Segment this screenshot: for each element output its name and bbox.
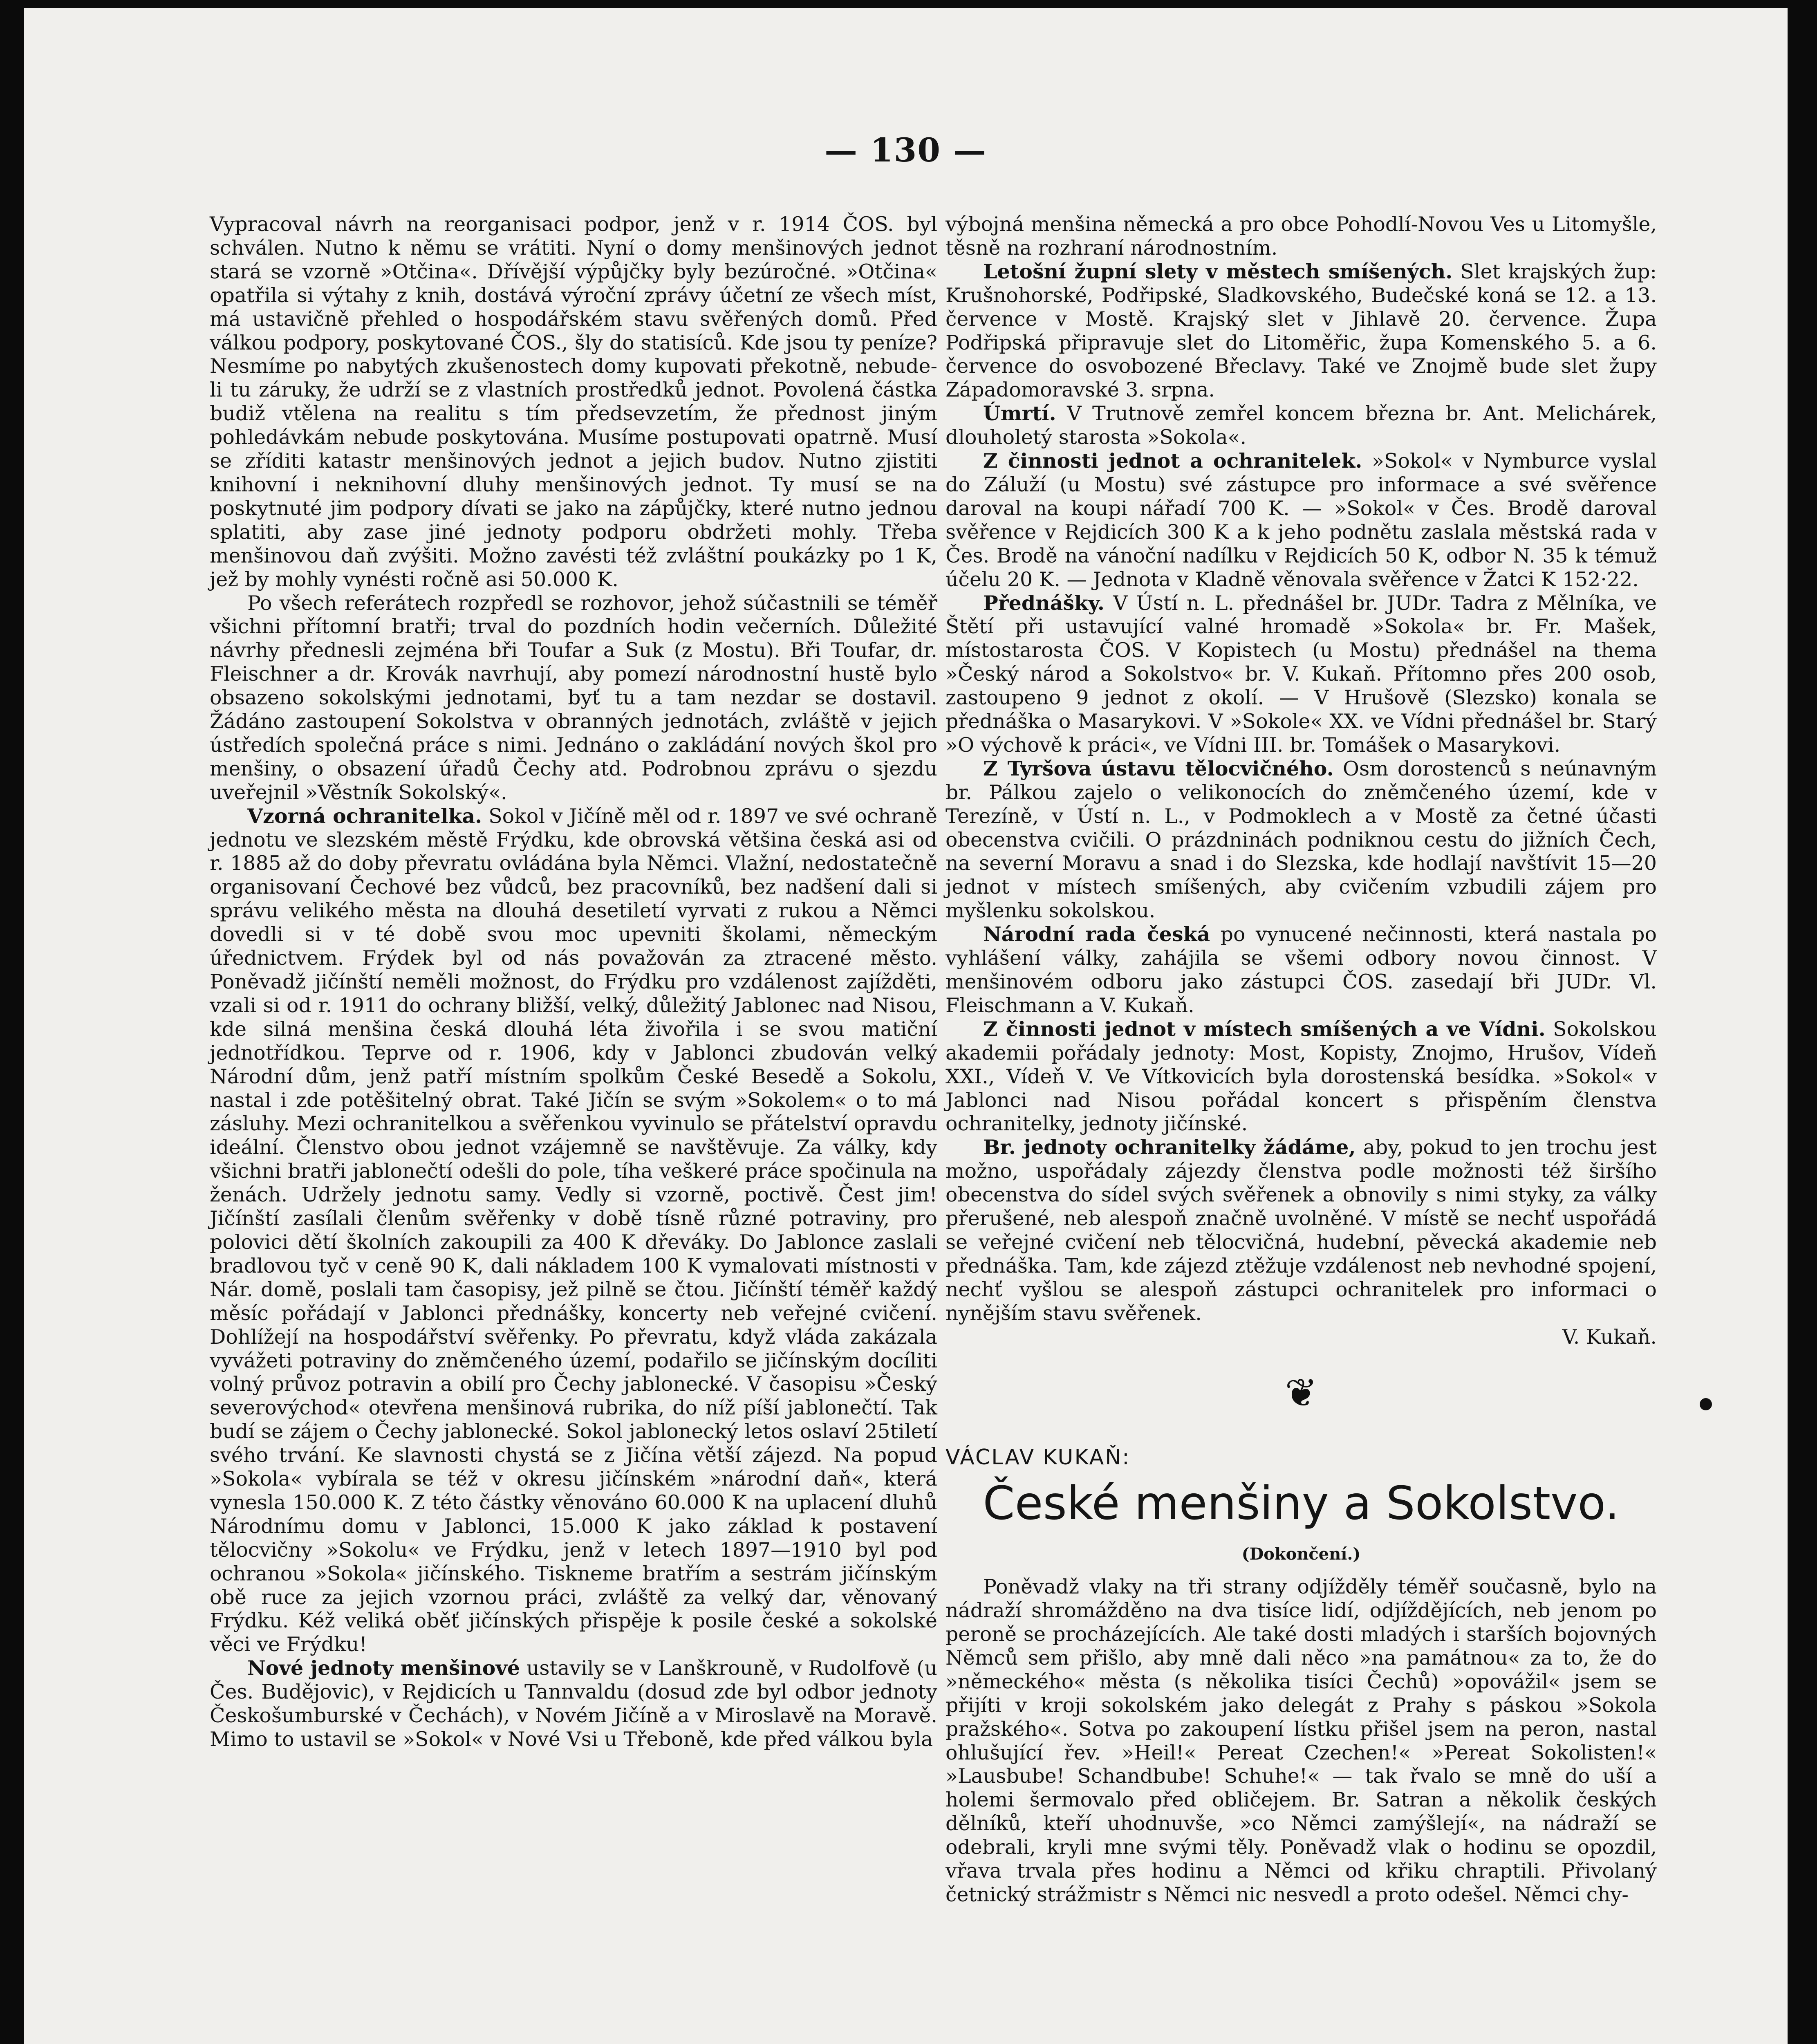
text-nove-jednoty: ustavily se v Lanškrouně, v Rudolfově (u Čes. Budějovic), v Rejdicích u Tannvaldu (dosud zde byl odbor jednoty Českošumburské v Čechách), v Novém Jičíně a v Miroslavě na Moravě. Mimo to ustavil se »Sokol« v Nové Vsi u Třeboně, kde před válkou byla — [210, 1656, 937, 1751]
margin-dot-mark — [1700, 1398, 1712, 1410]
paragraph-continuation: výbojná menšina německá a pro obce Pohodlí-Novou Ves u Litomyšle, těsně na rozhraní národnostním. — [945, 213, 1657, 260]
text-tyrsuv-ustav: Osm dorostenců s neúnavným br. Pálkou zajelo o velikonocích do zněmčeného území, kde v Terezíně, v Ústí n. L., v Podmoklech a v Mostě za četné účasti obecenstva cvičili. O prázdninách podniknou cestu do jižních Čech, na severní Moravu a snad i do Slezska, kde hodlají navštívit 15—20 jednot v místech smíšených, aby cvičením vzbudili zájem pro myšlenku sokolskou. — [945, 757, 1657, 923]
paragraph-vzorna-ochranitelka — [210, 805, 937, 1657]
flower-ornament-icon: ❦ — [1285, 1370, 1317, 1416]
heading-zadost-ochranitelkam: Br. jednoty ochranitelky žádáme, — [983, 1135, 1356, 1159]
article-author: VÁCLAV KUKAŇ: — [945, 1445, 1131, 1470]
text-cinnost-jednot: »Sokol« v Nymburce vyslal do Záluží (u Mostu) své zástupce pro informace a své svěřence daroval na koupi nářadí 700 K. — »Sokol« v Čes. Brodě daroval svěřence v Rejdicích 300 K a k jeho podnětu zaslala městská rada v Čes. Brodě na vánoční nadílku v Rejdicích 50 K, odbor N. 35 k témuž účelu 20 K. — Jednota v Kladně věnovala svěřence v Žatci K 152·22. — [945, 449, 1657, 591]
paragraph-discussion: Po všech referátech rozpředl se rozhovor, jehož súčastnili se téměř všichni přítomní bratři; trval do pozdních hodin večerních. Důležité návrhy přednesli zejména bři Toufar a Suk (z Mostu). Bři Toufar, dr. Fleischner a dr. Krovák navrhují, aby pomezí národnostní hustě bylo obsazeno sokolskými jednotami, byť tu a tam nezdar se dostavil. Žádáno zastoupení Sokolstva v obranných jednotách, zvláště v jejich ústředích společná práce s nimi. Jednáno o zakládání nových škol pro menšiny, o obsazení úřadů Čechy atd. Podrobnou zprávu o sjezdu uveřejnil »Věstník Sokolský«. — [210, 591, 937, 804]
article-paragraph: Poněvadž vlaky na tři strany odjížděly téměř současně, bylo na nádraží shromážděno na dva tisíce lidí, odjíždějících, neb jenom po peroně se procházejících. Ale také dosti mladých i starších bojovných Němců sem přišlo, aby mně dali něco »na památnou« za to, že do »německého« města (s několika tisíci Čechů) »opovážil« jsem se přijíti v kroji sokolském jako delegát z Prahy s páskou »Sokola pražského«. Sotva po zakoupení lístku přišel jsem na peron, nastal ohlušující řev. »Heil!« Pereat Czechen!« »Pereat Sokolisten!« »Lausbube! Schandbube! Schuhe!« — tak řvalo se mně do uší a holemi šermovalo před obličejem. Br. Satran a několik českých dělníků, kteří uhodnuvše, »co Němci zamýšlejí«, na nádraží se odebrali, kryli mne svými těly. Poněvadž vlak o hodinu se opozdil, vřava trvala přes hodinu a Němci od křiku chraptili. Přivolaný četnický strážmistr s Němci nic nesvedl a proto odešel. Němci chy- — [945, 1575, 1657, 1906]
text-zadost-ochranitelkam: aby, pokud to jen trochu jest možno, uspořádaly zájezdy členstva podle možnosti též širšího obecenstva do sídel svých svěřenek a obnovily s nimi styky, za války přerušené, neb alespoň značně uvolněné. V místě se nechť uspořádá se veřejné cvičení neb tělocvičná, hudební, pěvecká akademie neb přednáška. Tam, kde zájezd ztěžuje vzdálenost neb nevhodné spojení, nechť vyšlou se alespoň zástupci ochranitelek pro informaci o nynějším stavu svěřenek. — [945, 1136, 1657, 1325]
text-smisena-mista: Sokolskou akademii pořádaly jednoty: Most, Kopisty, Znojmo, Hrušov, Vídeň XXI., Vídeň V. Ve Vítkovicích byla dorostenská besídka. »Sokol« v Jablonci nad Nisou pořádal koncert s přispěním členstva ochranitelky, jednoty jičínské. — [945, 1017, 1657, 1136]
heading-tyrsuv-ustav: Z Tyršova ústavu tělocvičného. — [983, 756, 1334, 780]
left-column — [210, 213, 937, 1751]
paragraph-zadost-ochranitelkam — [945, 1136, 1657, 1349]
paragraph-cinnost-jednot — [945, 449, 1657, 591]
paragraph-prednasky — [945, 592, 1657, 757]
paragraph-umrti — [945, 402, 1657, 449]
paragraph-nove-jednoty — [210, 1656, 937, 1751]
text-vzorna-ochranitelka: Sokol v Jičíně měl od r. 1897 ve své ochraně jednotu ve slezském městě Frýdku, kde obrovská většina česká asi od r. 1885 až do doby převratu ovládána byla Němci. Vlažní, nedostatečně organisovaní Čechové bez vůdců, bez pracovníků, bez nadšení dali si správu velikého města na dlouhá desetiletí vyrvati z rukou a Němci dovedli si v té době svou moc upevniti školami, německým úřednictvem. Frýdek byl od nás považován za ztracené město. Poněvadž jičínští neměli možnost, do Frýdku pro vzdálenost zajížděti, vzali si od r. 1911 do ochrany bližší, velký, důležitý Jablonec nad Nisou, kde silná menšina česká dlouhá léta živořila i se svou matiční jednotřídkou. Teprve od r. 1906, kdy v Jablonci zbudován velký Národní dům, jenž patří místním spolkům České Besedě a Sokolu, nastal i zde potěšitelný obrat. Také Jičín se svým »Sokolem« o to má zásluhy. Mezi ochranitelkou a svěřenkou vyvinulo se přátelství opravdu ideální. Členstvo obou jednot vzájemně se navštěvuje. Za války, kdy všichni bratři jablonečtí odešli do pole, tíha veškeré práce spočinula na ženách. Udržely jednotu samy. Vedly si vzorně, poctivě. Čest jim! Jičínští zasílali členům svěřenky v době tísně různé potraviny, pro polovici dětí školních zakoupili za 400 K dřeváky. Do Jablonce zaslali bradlovou tyč v ceně 90 K, dali nákladem 100 K vymalovati místnosti v Nár. domě, poslali tam časopisy, jež pilně se čtou. Jičínští téměř každý měsíc pořádají v Jablonci přednášky, koncerty neb veřejné cvičení. Dohlížejí na hospodářství svěřenky. Po převratu, když vláda zakázala vyvážeti potraviny do zněmčeného území, podařilo se jičínským docíliti volný průvoz potravin a obilí pro Čechy jablonecké. V časopisu »Český severovýchod« otevřena menšinová rubrika, do níž píší jablonečtí. Tak budí se zájem o Čechy jablonecké. Sokol jablonecký letos oslaví 25tiletí svého trvání. Ke slavnosti chystá se z Jičína větší zájezd. Na popud »Sokola« vybírala se též v okresu jičínském »národní daň«, která vynesla 150.000 K. Z této částky věnováno 60.000 K na uplacení dluhů Národnímu domu v Jablonci, 15.000 K jako základ k postavení tělocvičny »Sokolu« ve Frýdku, jenž v letech 1897—1910 byl pod ochranou »Sokola« jičínského. Tiskneme bratřím a sestrám jičínským obě ruce za jejich vzornou práci, zvláště za velký dar, věnovaný Frýdku. Kéž veliká oběť jičínských přispěje k posile české a sokolské věci ve Frýdku! — [210, 804, 937, 1656]
text-narodni-rada: po vynucené nečinnosti, která nastala po vyhlášení války, zahájila se všemi odbory novou činnost. V menšinovém odboru jako zástupci ČOS. zasedají bři JUDr. Vl. Fleischmann a V. Kukaň. — [945, 923, 1657, 1017]
text-prednasky: V Ústí n. L. přednášel br. JUDr. Tadra z Mělníka, ve Štětí při ustavující valné hromadě »Sokola« br. Fr. Mašek, místostarosta ČOS. V Kopistech (u Mostu) přednášel na thema »Český národ a Sokolstvo« br. V. Kukaň. Přítomno přes 200 osob, zastoupeno 9 jednot z okolí. — V Hrušově (Slezsko) konala se přednáška o Masarykovi. V »Sokole« XX. ve Vídni přednášel br. Starý »O výchově k práci«, ve Vídni III. br. Tomášek o Masarykovi. — [945, 591, 1657, 757]
paragraph-narodni-rada — [945, 923, 1657, 1018]
heading-nove-jednoty: Nové jednoty menšinové — [247, 1656, 520, 1680]
magazine-page — [24, 8, 1788, 2044]
text-umrti: V Trutnově zemřel koncem března br. Ant. Melichárek, dlouholetý starosta »Sokola«. — [945, 402, 1657, 449]
article-subtitle: (Dokončení.) — [1241, 1544, 1361, 1564]
text-zupni-slety: Slet krajských žup: Krušnohorské, Podřipské, Sladkovského, Budečské koná se 12. a 13. července v Mostě. Krajský slet v Jihlavě 20. července. Župa Podřipská připravuje slet do Litoměřic, župa Komenského 5. a 6. července do osvobozené Břeclavy. Také ve Znojmě bude slet župy Západomoravské 3. srpna. — [945, 260, 1657, 402]
paragraph-smisena-mista — [945, 1018, 1657, 1136]
heading-smisena-mista: Z činnosti jednot v místech smíšených a ve Vídni. — [983, 1017, 1546, 1041]
article-title: České menšiny a Sokolstvo. — [983, 1477, 1620, 1531]
heading-zupni-slety: Letošní župní slety v městech smíšených. — [983, 259, 1453, 283]
heading-umrti: Úmrtí. — [983, 401, 1056, 426]
heading-cinnost-jednot: Z činnosti jednot a ochranitelek. — [983, 449, 1362, 473]
paragraph-reorganisation: Vypracoval návrh na reorganisaci podpor, jenž v r. 1914 ČOS. byl schválen. Nutno k němu se vrátiti. Nyní o domy menšinových jednot stará se vzorně »Otčina«. Dřívější výpůjčky byly bezúročné. »Otčina« opatřila si výtahy z knih, dostává výroční zprávy účetní ze všech míst, má ustavičně přehled o hospodářském stavu svěřených domů. Před válkou podpory, poskytované ČOS., šly do statisíců. Kde jsou ty peníze? Nesmíme po nabytých zkušenostech domy kupovati překotně, nebude-li tu záruky, že udrží se z vlastních prostředků jednot. Povolená částka budiž vtělena na realitu s tím předsevzetím, že přednost jiným pohledávkám nebude poskytována. Musíme postupovati opatrně. Musí se zříditi katastr menšinových jednot a jejich budov. Nutno zjistiti knihovní i neknihovní dluhy menšinových jednot. Ty musí se na poskytnuté jim podpory dívati se jako na zápůjčky, které nutno jednou splatiti, aby zase jiné jednoty podporu obdržeti mohly. Třeba menšinovou daň zvýšiti. Možno zavésti též zvláštní poukázky po 1 K, jež by mohly vynésti ročně asi 50.000 K. — [210, 213, 937, 591]
paragraph-tyrsuv-ustav — [945, 757, 1657, 923]
signature: V. Kukaň. — [1562, 1325, 1657, 1349]
right-column — [945, 213, 1657, 1907]
heading-prednasky: Přednášky. — [983, 591, 1105, 615]
page-number: — 130 — — [824, 131, 987, 169]
paragraph-zupni-slety — [945, 260, 1657, 402]
heading-narodni-rada: Národní rada česká — [983, 922, 1210, 946]
heading-vzorna-ochranitelka: Vzorná ochranitelka. — [247, 804, 482, 828]
